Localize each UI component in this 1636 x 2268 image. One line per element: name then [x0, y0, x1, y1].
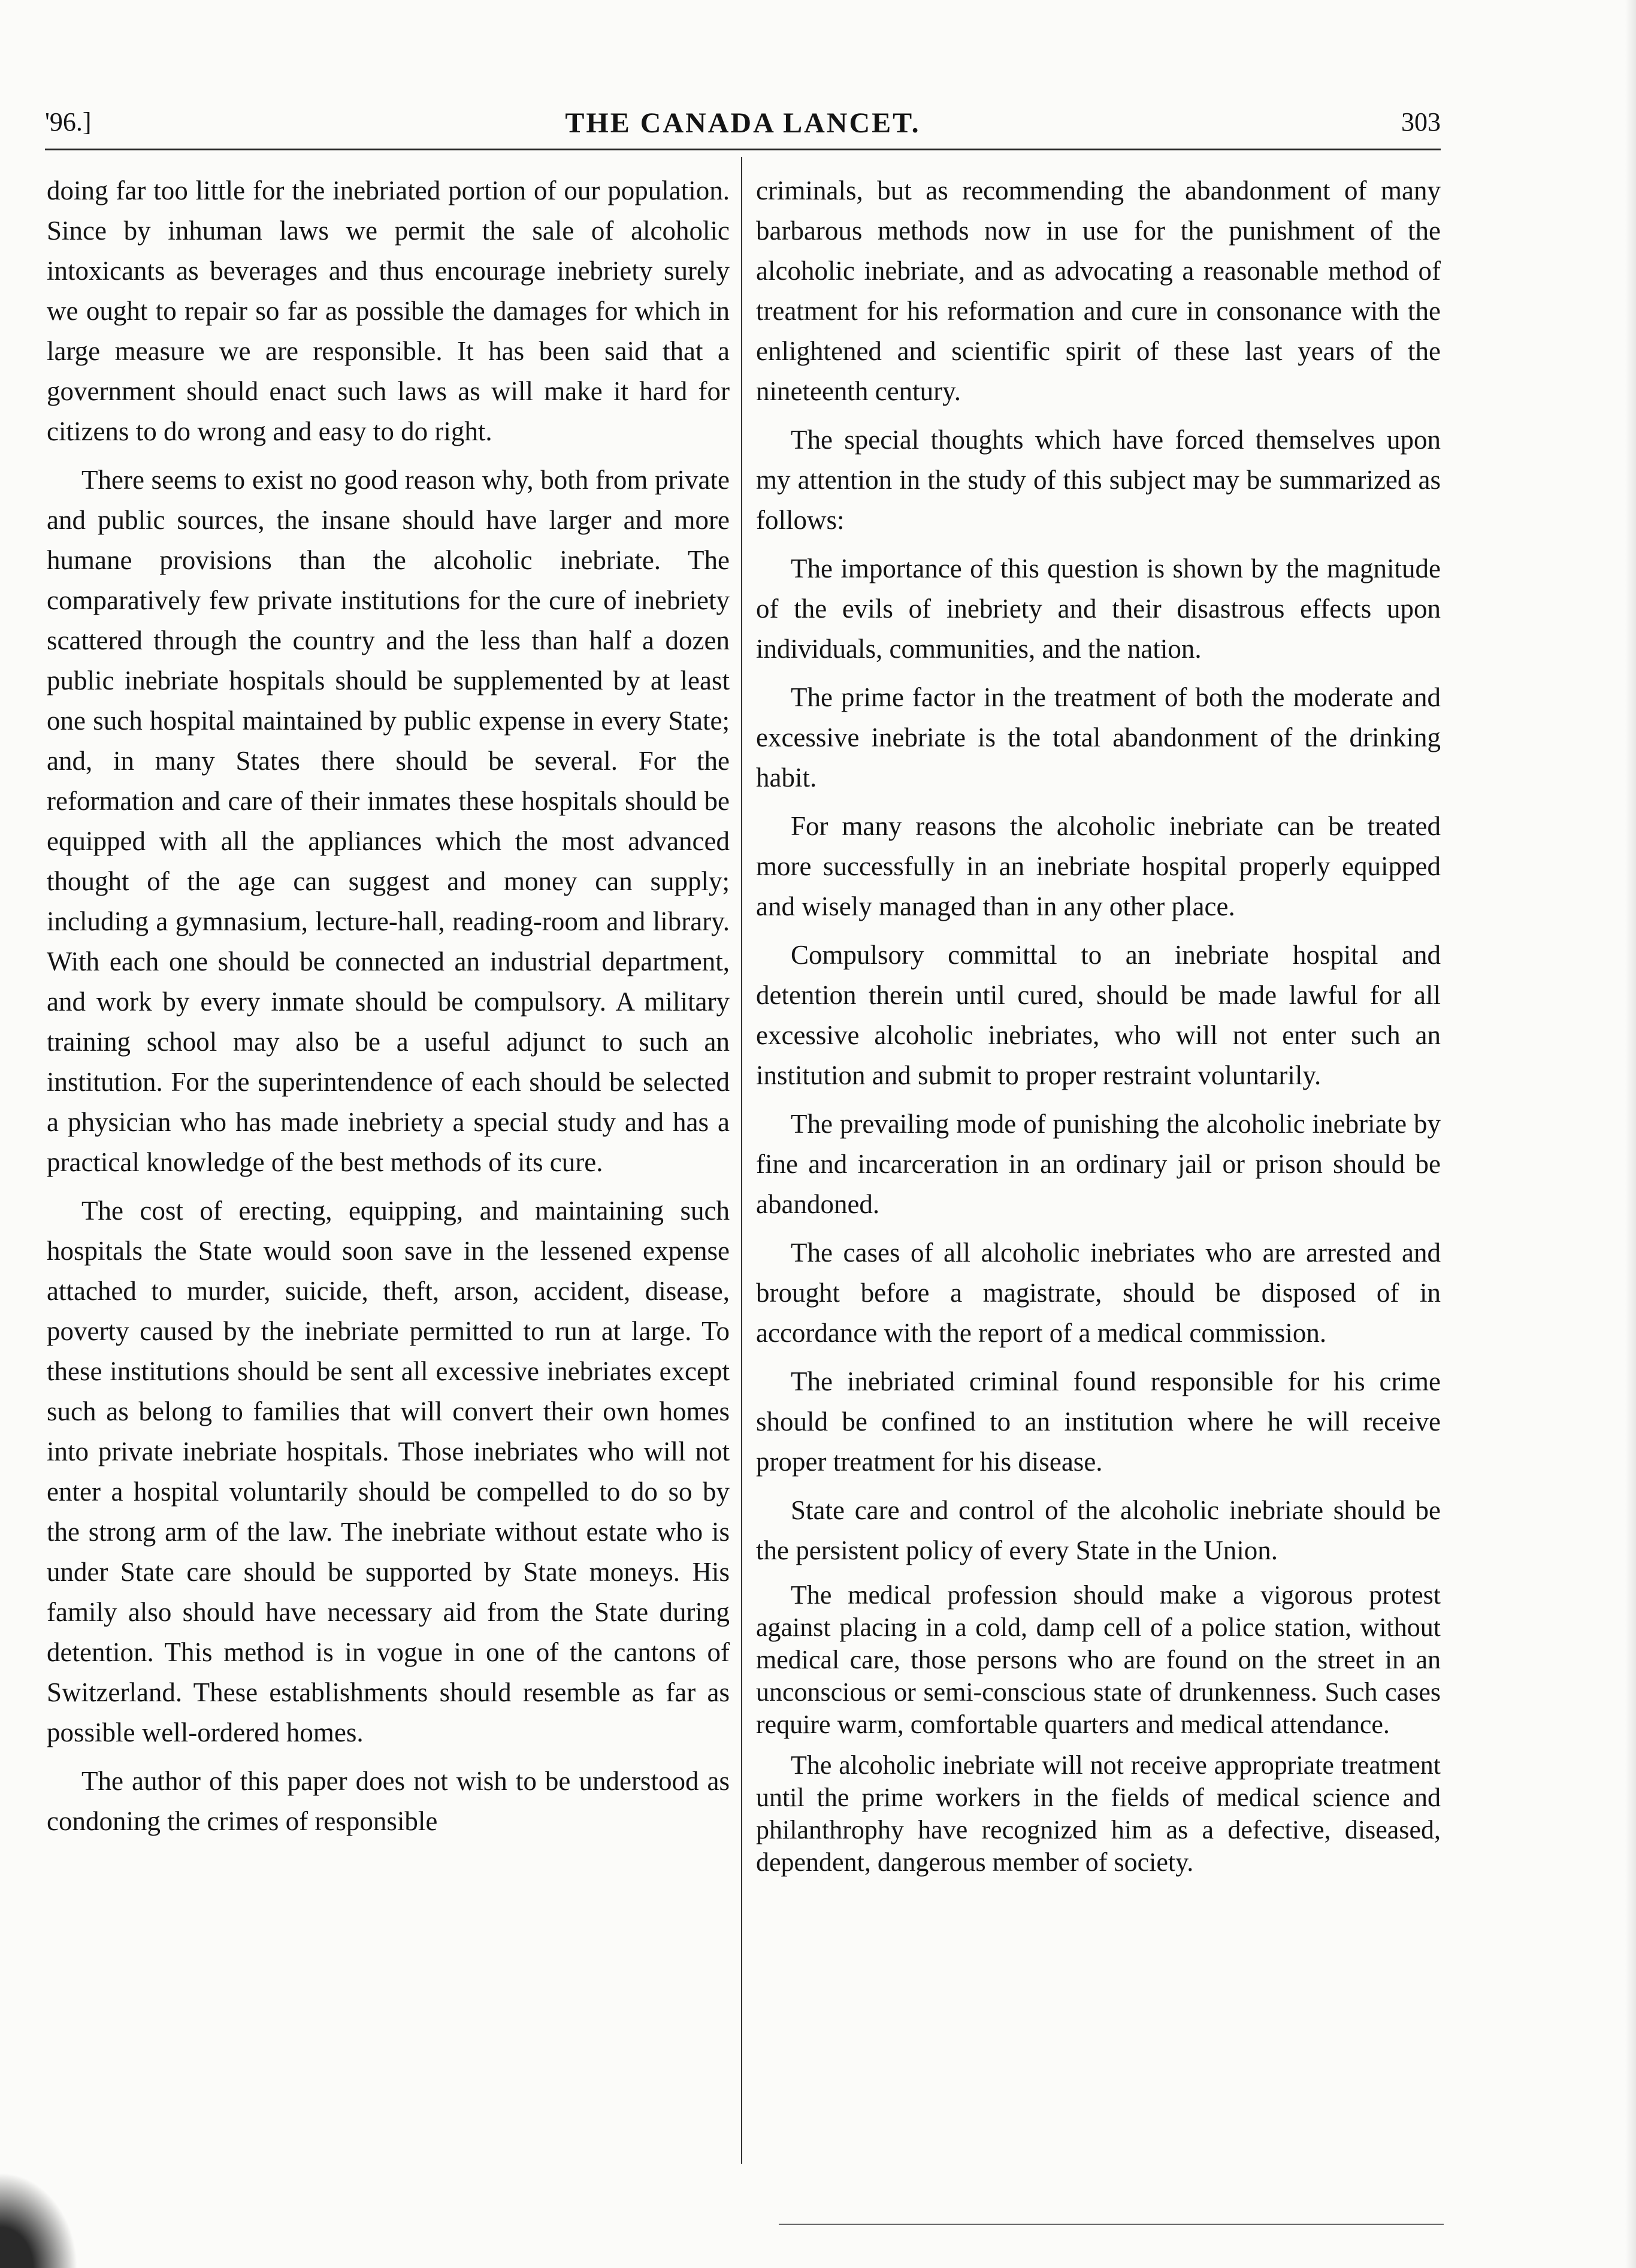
paragraph: The medical profession should make a vigorous protest against placing in a cold, damp cell of a police station, without medical care, those persons who are found on the street in an unconscious or semi-conscious state of drunkenness. Such cases require warm, comfortable quarters and medical attendance.	[756, 1580, 1441, 1739]
paragraph: The prevailing mode of punishing the alcoholic inebriate by fine and incarceration in an ordinary jail or prison should be abandoned.	[756, 1109, 1441, 1219]
paragraph: There seems to exist no good reason why, both from private and public sources, the insane should have larger and more humane provisions than the alcoholic inebriate. The comparatively few private institutions for the cure of inebriety scattered through the country and the less than half a dozen public inebriate hospitals should be supplemented by at least one such hospital maintained by public expense in every State; and, in many States there should be several. For the reformation and care of their inmates these hospitals should be equipped with all the appliances which the most advanced thought of the age can suggest and money can supply; including a gymnasium, lecture-hall, reading-room and library. With each one should be connected an industrial department, and work by every inmate should be compulsory. A military training school may also be a useful adjunct to such an institution. For the superintendence of each should be selected a physician who has made inebriety a special study and has a practical knowledge of the best methods of its cure.	[47, 465, 730, 1177]
paragraph: The inebriated criminal found responsible for his crime should be confined to an institution where he will receive proper treatment for his disease.	[756, 1366, 1441, 1477]
paragraph: The importance of this question is shown by the magnitude of the evils of inebriety and their disastrous effects upon individuals, communities, and the nation.	[756, 554, 1441, 664]
scan-right-edge	[1625, 0, 1636, 2268]
bottom-rule	[779, 2224, 1444, 2225]
page-number: 303	[1401, 107, 1441, 137]
paragraph: The cost of erecting, equipping, and maintaining such hospitals the State would soon save in the lessened expense attached to murder, suicide, theft, arson, accident, disease, poverty caused by the inebriate permitted to run at large. To these institutions should be sent all excessive inebriates except such as belong to families that will convert their own homes into private inebriate hospitals. Those inebriates who will not enter a hospital voluntarily should be compelled to do so by the strong arm of the law. The inebriate without estate who is under State care should be supported by State moneys. His family also should have necessary aid from the State during detention. This method is in vogue in one of the cantons of Switzerland. These establishments should resemble as far as possible well-ordered homes.	[47, 1196, 730, 1747]
column-divider	[741, 157, 742, 2164]
header-rule	[45, 149, 1441, 150]
running-header	[45, 107, 1441, 149]
journal-title: THE CANADA LANCET.	[565, 107, 921, 139]
paragraph: The cases of all alcoholic inebriates who are arrested and brought before a magistrate, should be disposed of in accordance with the report of a medical commission.	[756, 1238, 1441, 1348]
paragraph: The special thoughts which have forced themselves upon my attention in the study of this subject may be summarized as follows:	[756, 425, 1441, 535]
scan-edge-shadow	[0, 2172, 78, 2268]
paragraph: For many reasons the alcoholic inebriate can be treated more successfully in an inebriate hospital properly equipped and wisely managed than in any other place.	[756, 811, 1441, 921]
paragraph: The alcoholic inebriate will not receive appropriate treatment until the prime workers in the fields of medical science and philanthrophy have recognized him as a defective, diseased, dependent, dangerous member of society.	[756, 1750, 1441, 1877]
paragraph: The author of this paper does not wish to be understood as condoning the crimes of responsible	[47, 1766, 730, 1836]
paragraph: Compulsory committal to an inebriate hospital and detention therein until cured, should be made lawful for all excessive alcoholic inebriates, who will not enter such an institution and submit to proper restraint voluntarily.	[756, 940, 1441, 1090]
paragraph: doing far too little for the inebriated portion of our population. Since by inhuman laws we permit the sale of alcoholic intoxicants as beverages and thus encourage inebriety surely we ought to repair so far as possible the damages for which in large measure we are responsible. It has been said that a government should enact such laws as will make it hard for citizens to do wrong and easy to do right.	[47, 176, 730, 446]
header-volume-mark: '96.]	[45, 107, 92, 137]
paragraph: criminals, but as recommending the abandonment of many barbarous methods now in use for the punishment of the alcoholic inebriate, and as advocating a reasonable method of treatment for his reformation and cure in consonance with the enlightened and scientific spirit of these last years of the nineteenth century.	[756, 176, 1441, 406]
paragraph: The prime factor in the treatment of both the moderate and excessive inebriate is the total abandonment of the drinking habit.	[756, 682, 1441, 793]
paragraph: State care and control of the alcoholic inebriate should be the persistent policy of every State in the Union.	[756, 1495, 1441, 1565]
right-column	[756, 171, 1441, 1887]
left-column	[47, 171, 730, 1850]
